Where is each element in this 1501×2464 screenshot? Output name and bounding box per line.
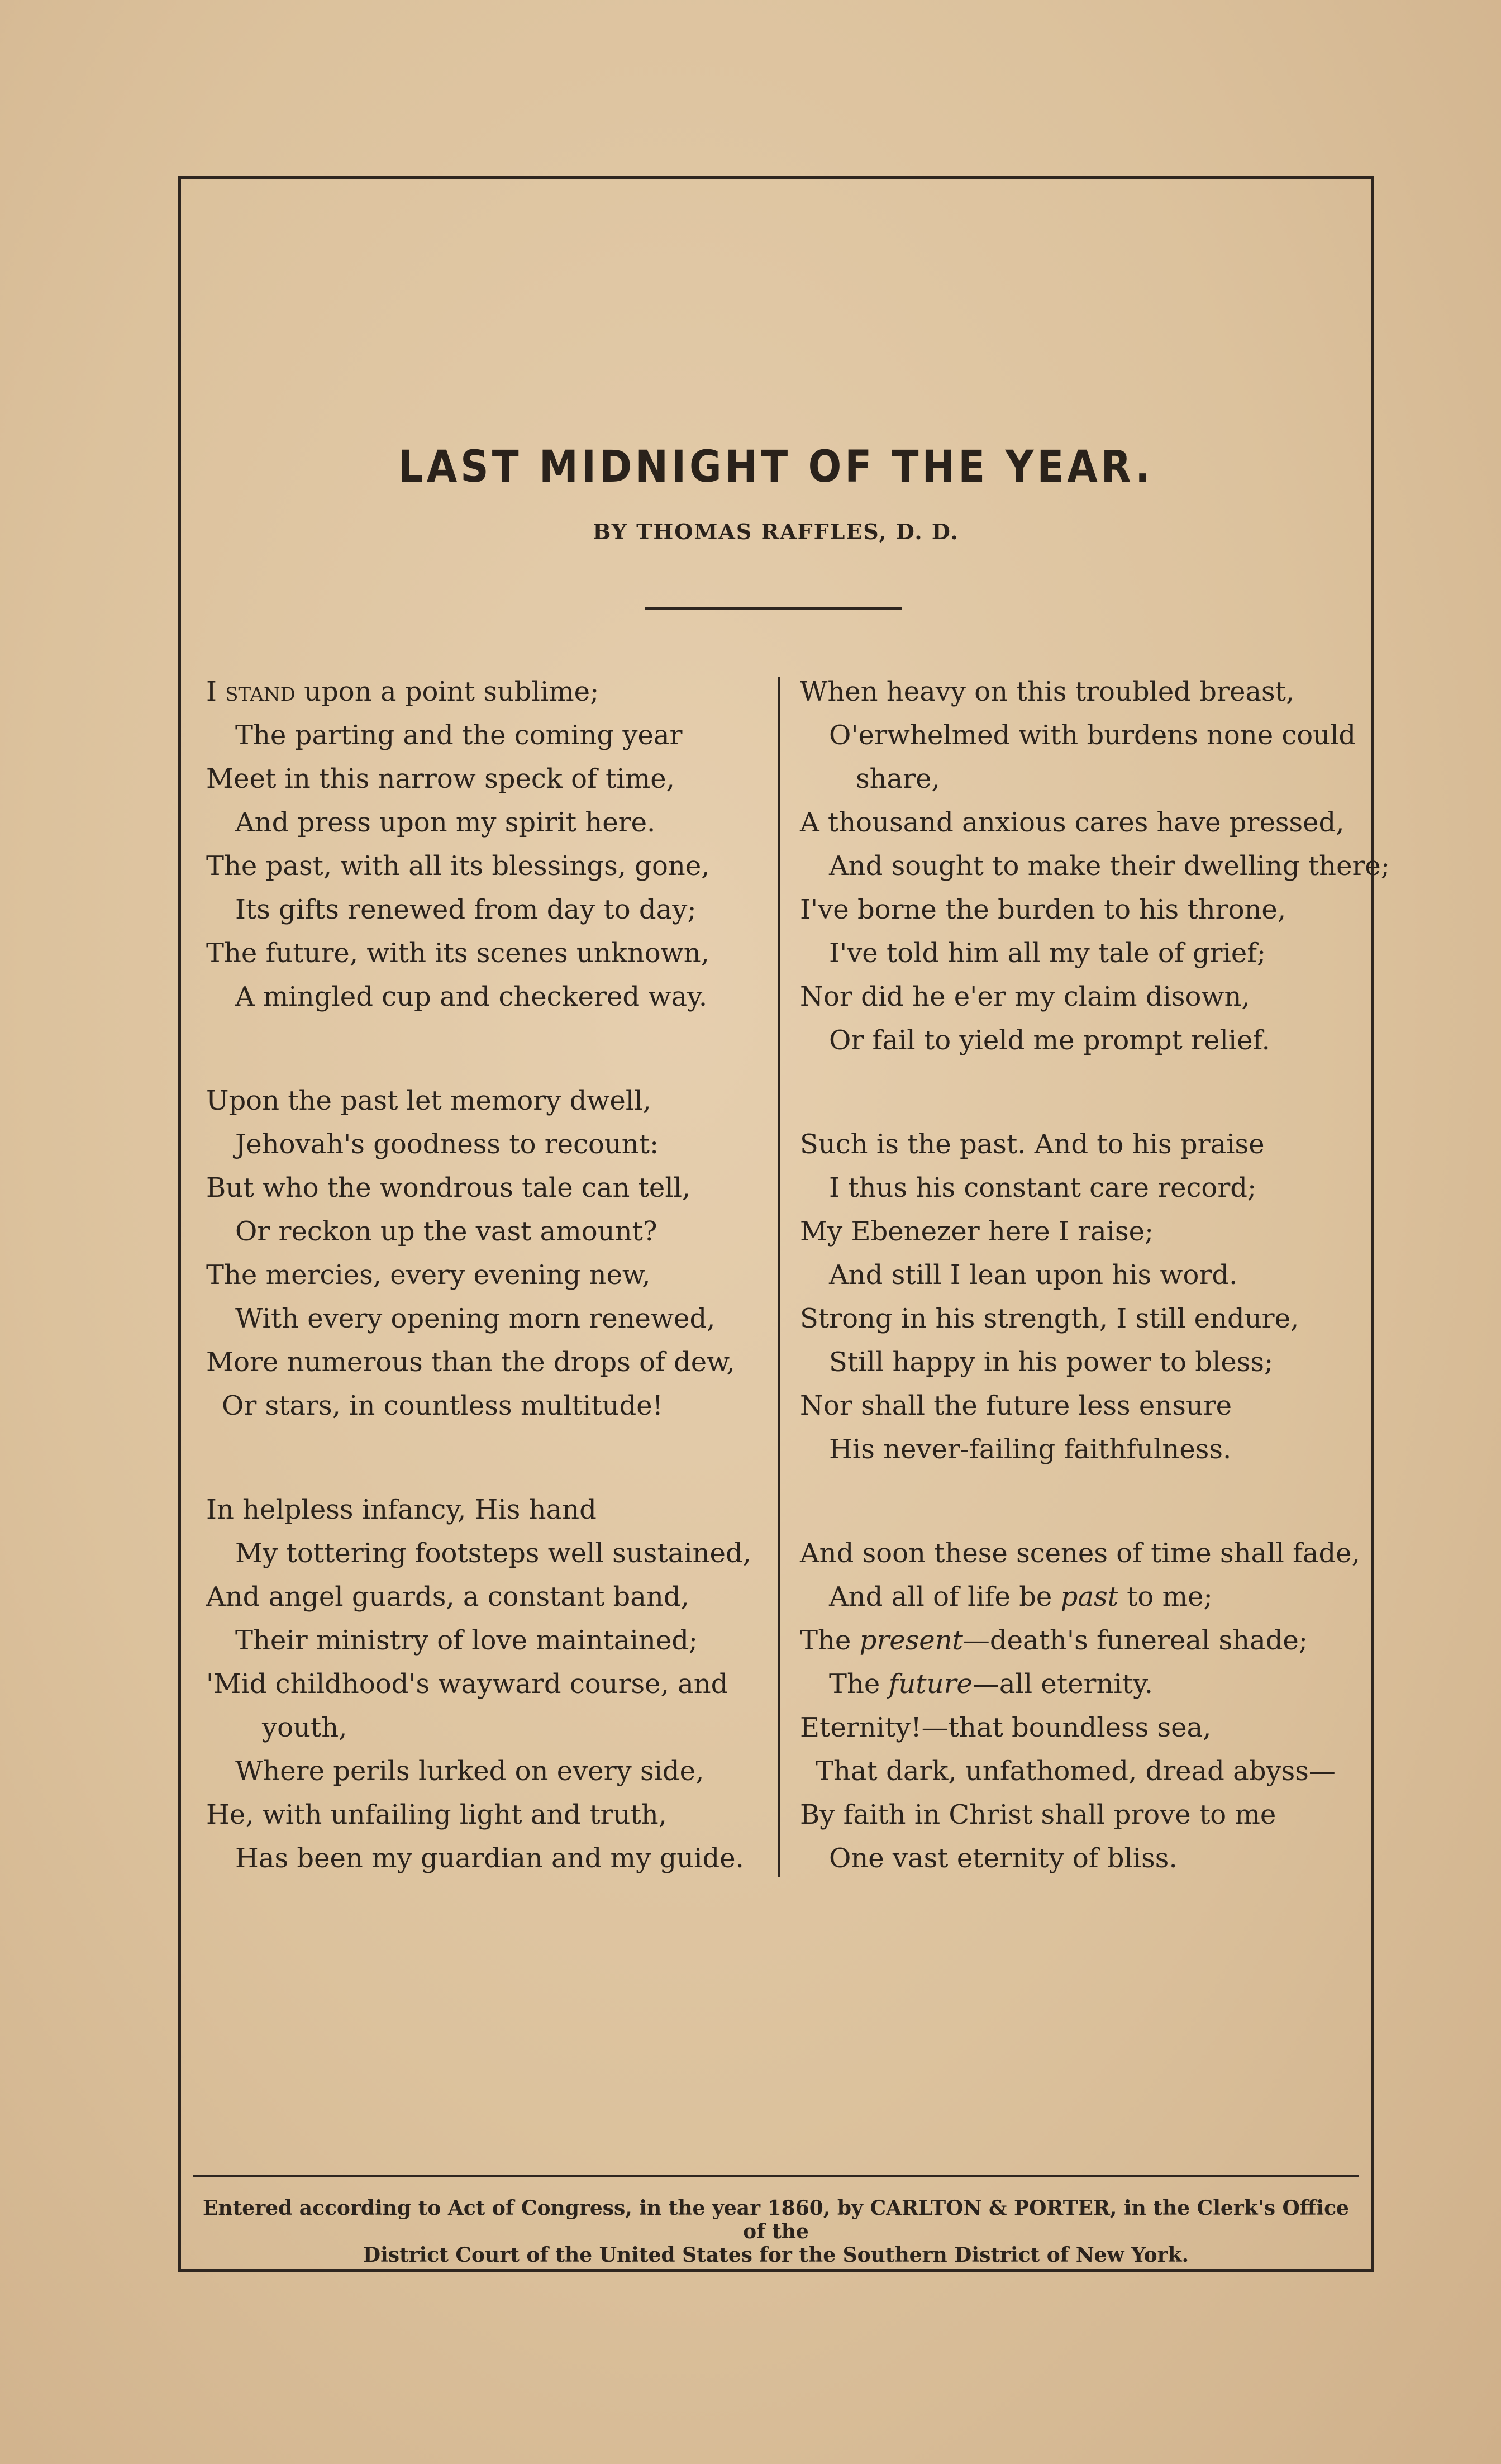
stanza-2 — [206, 1079, 770, 1428]
poem-line: The past, with all its blessings, gone, — [206, 850, 710, 882]
poem-line: I thus his constant care record; — [829, 1172, 1257, 1204]
poem-line: I've told him all my tale of grief; — [829, 938, 1266, 969]
copyright-notice — [198, 2196, 1354, 2267]
poem-line: My Ebenezer here I raise; — [800, 1216, 1154, 1247]
poem-line: Jehovah's goodness to recount: — [235, 1129, 659, 1160]
poem-line: A thousand anxious cares have pressed, — [800, 807, 1345, 838]
poem-line: Nor shall the future less ensure — [800, 1390, 1232, 1421]
poem-line: Or stars, in countless multitude! — [222, 1390, 663, 1421]
poem-line: One vast eternity of bliss. — [829, 1843, 1178, 1874]
poem-line: The future, with its scenes unknown, — [206, 938, 709, 969]
poem-line: Such is the past. And to his praise — [800, 1129, 1265, 1160]
stanza-3 — [206, 1488, 770, 1880]
poem-line: More numerous than the drops of dew, — [206, 1347, 735, 1378]
poem-line: That dark, unfathomed, dread abyss— — [816, 1756, 1336, 1787]
title-divider — [645, 607, 902, 610]
poem-line: youth, — [262, 1712, 347, 1743]
poem-line: And press upon my spirit here. — [235, 807, 656, 838]
poem-line: Strong in his strength, I still endure, — [800, 1303, 1299, 1334]
poem-line: Or reckon up the vast amount? — [235, 1216, 657, 1247]
footer-divider — [193, 2175, 1359, 2177]
poem-line: Has been my guardian and my guide. — [235, 1843, 744, 1874]
poem-line: I stand upon a point sublime; — [206, 676, 599, 707]
right-column — [800, 670, 1390, 1940]
poem-byline: BY THOMAS RAFFLES, D. D. — [593, 519, 959, 544]
poem-line: And angel guards, a constant band, — [206, 1581, 689, 1612]
poem-line: Its gifts renewed from day to day; — [235, 894, 697, 925]
poem-line: With every opening morn renewed, — [235, 1303, 716, 1334]
poem-line: Where perils lurked on every side, — [235, 1756, 704, 1787]
poem-line: 'Mid childhood's wayward course, and — [206, 1668, 728, 1700]
page-border — [178, 176, 1390, 2272]
poem-line: Still happy in his power to bless; — [829, 1347, 1274, 1378]
poem-line: When heavy on this troubled breast, — [800, 676, 1295, 707]
stanza-6 — [800, 1531, 1364, 1880]
stanza-4 — [800, 670, 1390, 1062]
poem-line: And sought to make their dwelling there; — [829, 850, 1390, 882]
poem-line: Eternity!—that boundless sea, — [800, 1712, 1212, 1743]
poem-line: Meet in this narrow speck of time, — [206, 763, 675, 795]
stanza-1 — [206, 670, 770, 1019]
poem-line: But who the wondrous tale can tell, — [206, 1172, 691, 1204]
poem-line: Nor did he e'er my claim disown, — [800, 981, 1250, 1012]
left-column — [206, 670, 770, 1940]
stanza-5 — [800, 1122, 1364, 1471]
poem-line: And soon these scenes of time shall fade, — [800, 1538, 1360, 1569]
poem-title: LAST MIDNIGHT OF THE YEAR. — [398, 442, 1154, 492]
poem-line: And still I lean upon his word. — [829, 1259, 1238, 1291]
poem-line: In helpless infancy, His hand — [206, 1494, 597, 1525]
copyright-line-2: District Court of the United States for the Southern District of New York. — [363, 2243, 1189, 2267]
poem-line: O'erwhelmed with burdens none could — [829, 720, 1356, 751]
poem-line: And all of life be past to me; — [829, 1581, 1213, 1612]
poem-line: A mingled cup and checkered way. — [235, 981, 708, 1012]
copyright-line-1: Entered according to Act of Congress, in the year 1860, by CARLTON & PORTER, in the Clerk's Office of the — [203, 2196, 1349, 2243]
column-divider — [778, 677, 780, 1877]
poem-line: The parting and the coming year — [235, 720, 683, 751]
poem-line: The future—all eternity. — [829, 1668, 1154, 1700]
poem-line: His never-failing faithfulness. — [829, 1434, 1232, 1465]
poem-line: I've borne the burden to his throne, — [800, 894, 1286, 925]
poem-line: My tottering footsteps well sustained, — [235, 1538, 751, 1569]
poem-line: share, — [856, 763, 940, 795]
poem-line: Their ministry of love maintained; — [235, 1625, 698, 1656]
poem-line: By faith in Christ shall prove to me — [800, 1799, 1276, 1830]
poem-line: Upon the past let memory dwell, — [206, 1085, 651, 1116]
poem-line: He, with unfailing light and truth, — [206, 1799, 667, 1830]
poem-line: Or fail to yield me prompt relief. — [829, 1025, 1270, 1056]
poem-line: The mercies, every evening new, — [206, 1259, 651, 1291]
poem-line: The present—death's funereal shade; — [800, 1625, 1308, 1656]
